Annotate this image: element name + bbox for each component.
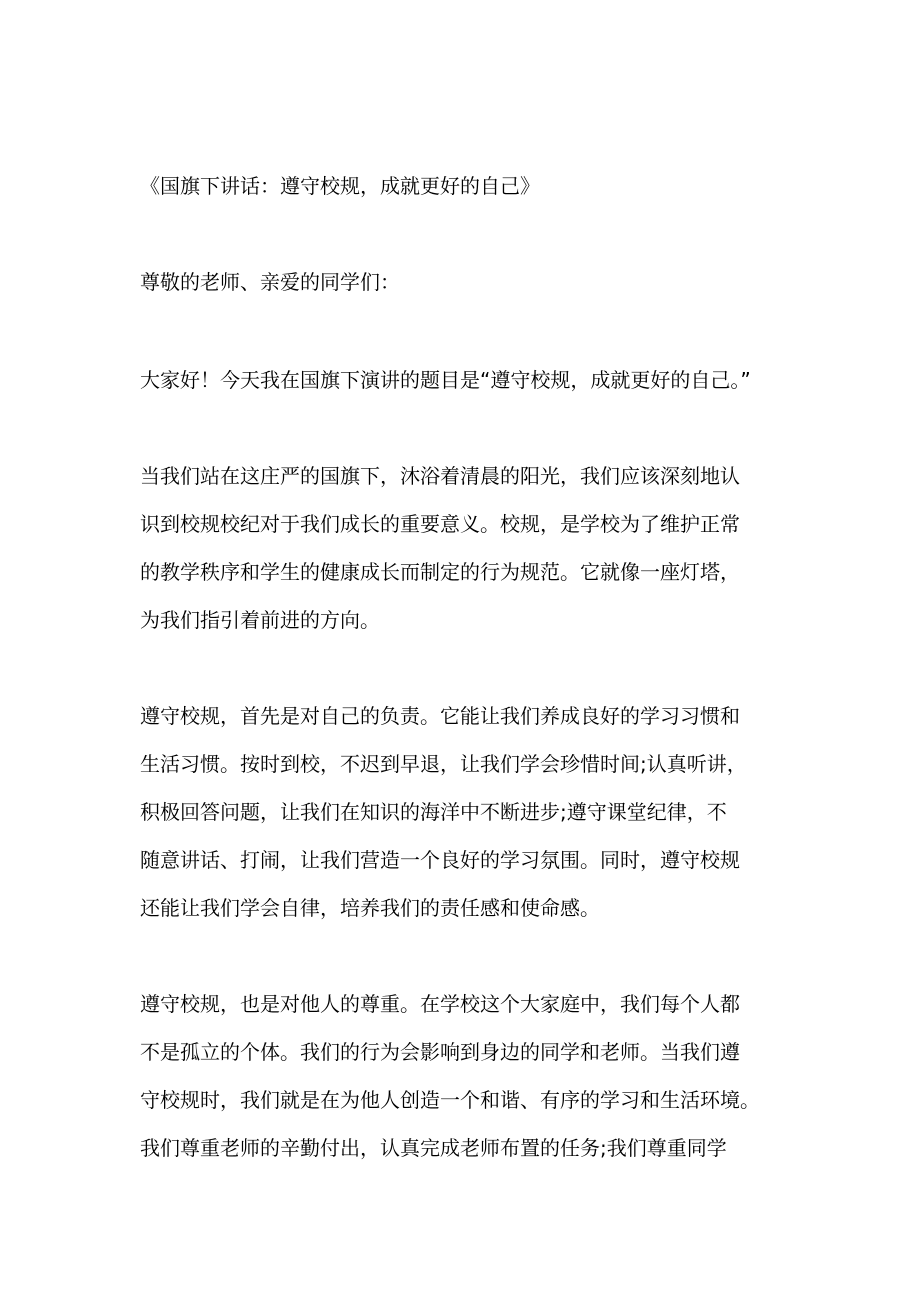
paragraph-line: 我们尊重老师的辛勤付出，认真完成老师布置的任务;我们尊重同学 xyxy=(140,1136,727,1160)
paragraph-line: 生活习惯。按时到校，不迟到早退，让我们学会珍惜时间;认真听讲， xyxy=(140,752,747,776)
paragraph-line: 识到校规校纪对于我们成长的重要意义。校规，是学校为了维护正常 xyxy=(140,512,740,536)
paragraph-line: 大家好！今天我在国旗下演讲的题目是“遵守校规，成就更好的自己。” xyxy=(140,368,751,392)
paragraph-line: 为我们指引着前进的方向。 xyxy=(140,608,380,632)
paragraph-line: 还能让我们学会自律，培养我们的责任感和使命感。 xyxy=(140,896,600,920)
paragraph-line: 不是孤立的个体。我们的行为会影响到身边的同学和老师。当我们遵 xyxy=(140,1040,740,1064)
salutation: 尊敬的老师、亲爱的同学们： xyxy=(140,270,400,294)
paragraph-line: 积极回答问题，让我们在知识的海洋中不断进步;遵守课堂纪律，不 xyxy=(140,800,727,824)
paragraph-line: 遵守校规，也是对他人的尊重。在学校这个大家庭中，我们每个人都 xyxy=(140,992,740,1016)
paragraph-line: 当我们站在这庄严的国旗下，沐浴着清晨的阳光，我们应该深刻地认 xyxy=(140,464,740,488)
paragraph-line: 守校规时，我们就是在为他人创造一个和谐、有序的学习和生活环境。 xyxy=(140,1088,760,1112)
paragraph-line: 的教学秩序和学生的健康成长而制定的行为规范。它就像一座灯塔， xyxy=(140,560,740,584)
document-title: 《国旗下讲话：遵守校规，成就更好的自己》 xyxy=(140,174,540,198)
paragraph-line: 随意讲话、打闹，让我们营造一个良好的学习氛围。同时，遵守校规 xyxy=(140,848,740,872)
paragraph-line: 遵守校规，首先是对自己的负责。它能让我们养成良好的学习习惯和 xyxy=(140,704,740,728)
